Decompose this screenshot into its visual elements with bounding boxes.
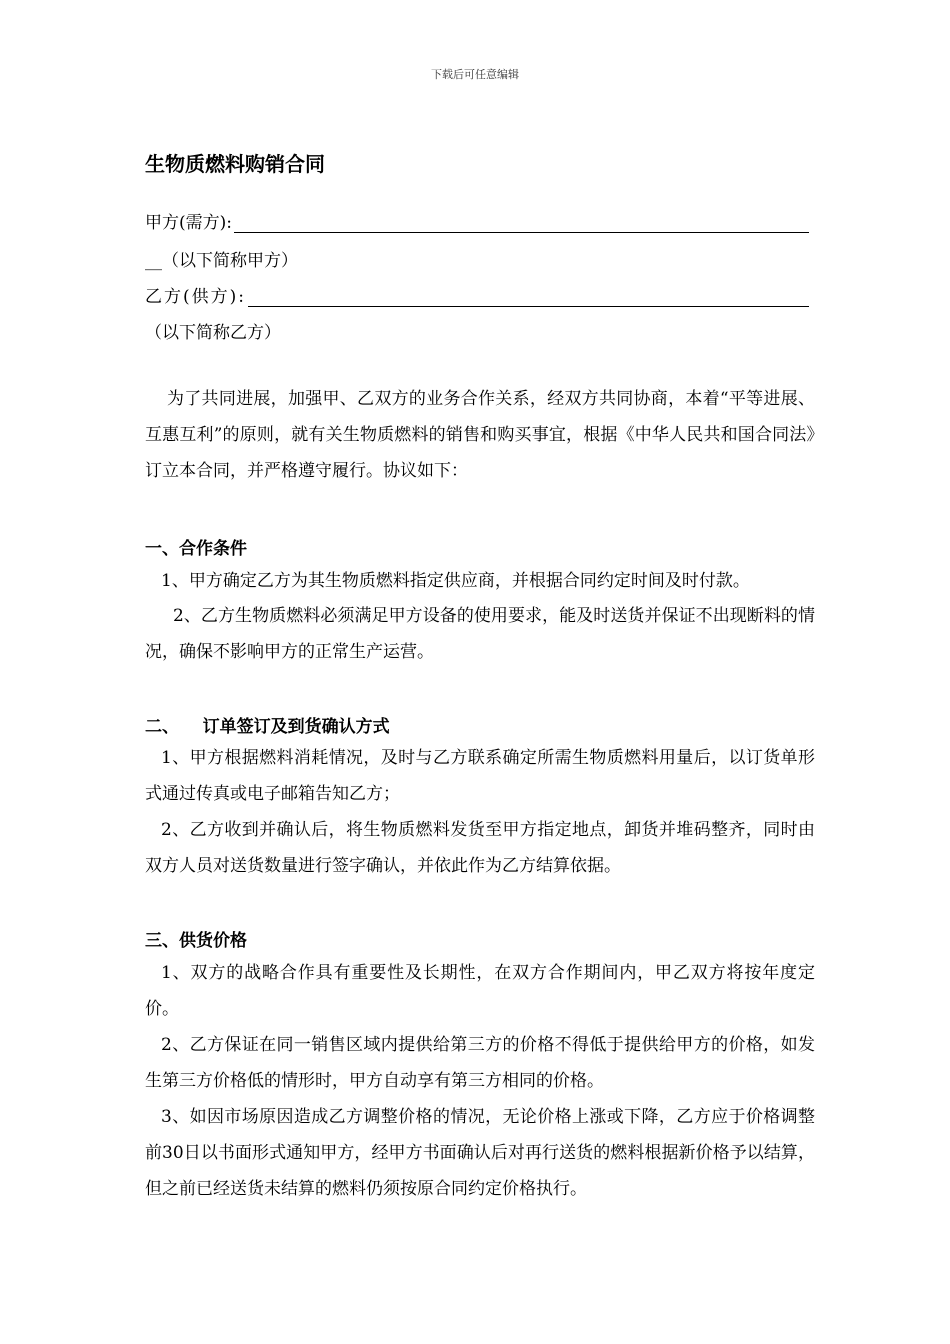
party-a-blank — [234, 214, 809, 233]
section-item: 1、双方的战略合作具有重要性及长期性，在双方合作期间内，甲乙双方将按年度定价。 — [145, 963, 815, 1019]
contract-title: 生物质燃料购销合同 — [145, 152, 325, 176]
section-heading: 三、供货价格 — [145, 931, 247, 951]
party-a-label: 甲方(需方): — [145, 213, 232, 233]
party-b-label: 乙方(供方): — [145, 287, 246, 307]
party-a-suffix: __（以下简称甲方） — [145, 251, 298, 271]
party-b-line — [145, 282, 809, 307]
section-item: 2、乙方保证在同一销售区域内提供给第三方的价格不得低于提供给甲方的价格，如发生第三方价格低的情形时，甲方自动享有第三方相同的价格。 — [145, 1035, 815, 1091]
section-item: 1、甲方确定乙方为其生物质燃料指定供应商，并根据合同约定时间及时付款。 — [161, 571, 750, 591]
header-note: 下载后可任意编辑 — [431, 68, 519, 81]
intro-paragraph: 为了共同进展，加强甲、乙双方的业务合作关系，经双方共同协商，本着“平等进展、互惠互利”的原则，就有关生物质燃料的销售和购买事宜，根据《中华人民共和国合同法》订立本合同，并严格遵守履行。协议如下： — [145, 389, 815, 481]
section-item: 2、乙方收到并确认后，将生物质燃料发货至甲方指定地点，卸货并堆码整齐，同时由双方人员对送货数量进行签字确认，并依此作为乙方结算依据。 — [145, 820, 815, 876]
section-heading: 一、合作条件 — [145, 539, 247, 559]
section-item: 2、乙方生物质燃料必须满足甲方设备的使用要求，能及时送货并保证不出现断料的情况，确保不影响甲方的正常生产运营。 — [145, 606, 815, 662]
party-a-line — [145, 208, 809, 233]
section-heading: 二、 订单签订及到货确认方式 — [145, 717, 390, 737]
party-b-suffix: （以下简称乙方） — [145, 323, 281, 343]
section-item: 1、甲方根据燃料消耗情况，及时与乙方联系确定所需生物质燃料用量后，以订货单形式通过传真或电子邮箱告知乙方； — [145, 748, 815, 804]
party-b-blank — [248, 288, 809, 307]
section-item: 3、如因市场原因造成乙方调整价格的情况，无论价格上涨或下降，乙方应于价格调整前30日以书面形式通知甲方，经甲方书面确认后对再行送货的燃料根据新价格予以结算，但之前已经送货未结算的燃料仍须按原合同约定价格执行。 — [145, 1107, 815, 1199]
